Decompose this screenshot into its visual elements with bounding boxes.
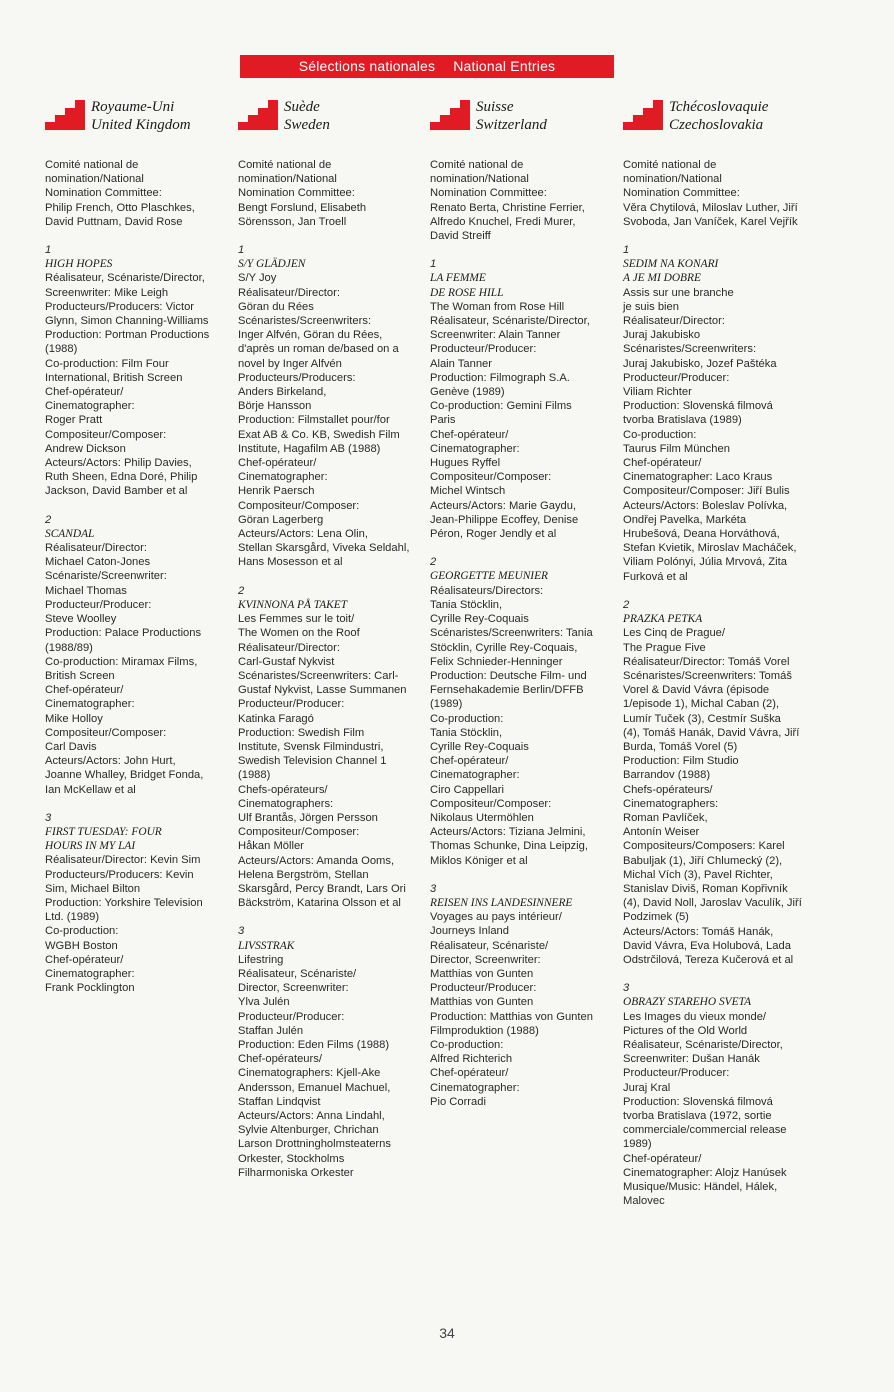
- country-name: [91, 98, 191, 134]
- film-credits: Réalisateur/Director: Kevin Sim Producteurs/Producers: Kevin Sim, Michael Bilton Production: Yorkshire Television Ltd. (1989) Co-production: WGBH Boston Chef-opérateur/ Cinematographer: Frank Pocklington: [45, 854, 203, 995]
- country-name-fr: Tchécoslovaquie: [669, 99, 769, 115]
- country-header: [238, 98, 428, 134]
- film-title: OBRAZY STAREHO SVETA: [623, 996, 752, 1009]
- film-title: PRAZKA PETKA: [623, 613, 703, 626]
- staircase-logo-icon: [430, 100, 470, 130]
- film-number: 3: [238, 925, 245, 938]
- staircase-logo-icon: [238, 100, 278, 130]
- country-header: [45, 98, 235, 134]
- film-title: REISEN INS LANDESINNERE: [430, 896, 573, 909]
- country-name: [284, 98, 330, 134]
- film-entry: [238, 584, 428, 911]
- film-number: 2: [238, 584, 245, 597]
- column-sweden: [238, 98, 428, 1180]
- film-title: LIVSSTRAK: [238, 939, 295, 952]
- film-credits: The Woman from Rose Hill Réalisateur, Scénariste/Director, Screenwriter: Alain Tanner Producteur/Producer: Alain Tanner Production: Filmograph S.A. Genève (1989) Co-production: Gemini Films Paris Chef-opérateur/ Cinematographer: Hugues Ryffel Compositeur/Composer: Michel Wintsch Acteurs/Actors: Marie Gaydu, Jean-Philippe Ecoffey, Denise Péron, Roger Jendly et al: [430, 300, 590, 541]
- film-credits: S/Y Joy Réalisateur/Director: Göran du Rées Scénaristes/Screenwriters: Inger Alfvén, Göran du Rées, d'après un roman de/based on a novel by Inger Alfvén Producteurs/Producers: Anders Birkeland, Börje Hansson Production: Filmstallet pour/for Exat AB & Co. KB, Swedish Film Institute, Hagafilm AB (1988) Chef-opérateur/ Cinematographer: Henrik Paersch Compositeur/Composer: Göran Lagerberg Acteurs/Actors: Lena Olin, Stellan Skarsgård, Viveka Seldahl, Hans Mosesson et al: [238, 272, 410, 569]
- film-title: GEORGETTE MEUNIER: [430, 570, 549, 583]
- film-entry: [430, 555, 620, 867]
- film-number: 1: [45, 244, 52, 257]
- film-title: FIRST TUESDAY: FOUR HOURS IN MY LAI: [45, 825, 162, 853]
- film-title: LA FEMME DE ROSE HILL: [430, 272, 504, 299]
- column-switzerland: [430, 98, 620, 1109]
- film-credits: Lifestring Réalisateur, Scénariste/ Director, Screenwriter: Ylva Julén Producteur/Producer: Staffan Julén Production: Eden Films (1988) Chef-opérateurs/ Cinematographers: Kjell-Ake Andersson, Emanuel Machuel, Staffan Lindqvist Acteurs/Actors: Anna Lindahl, Sylvie Altenburger, Chrichan Larson Drottningholmsteaterns Orkester, Stockholms Filharmoniska Orkester: [238, 953, 391, 1179]
- staircase-logo-icon: [623, 100, 663, 130]
- column-czechoslovakia: [623, 98, 823, 1208]
- film-number: 1: [430, 258, 437, 271]
- country-name-en: Sweden: [284, 117, 330, 133]
- page-number: 34: [439, 1325, 455, 1341]
- film-credits: Réalisateur/Director: Michael Caton-Jones Scénariste/Screenwriter: Michael Thomas Producteur/Producer: Steve Woolley Production: Palace Productions (1988/89) Co-production: Miramax Films, British Screen Chef-opérateur/ Cinematographer: Mike Holloy Compositeur/Composer: Carl Davis Acteurs/Actors: John Hurt, Joanne Whalley, Bridget Fonda, Ian McKellaw et al: [45, 542, 204, 796]
- film-entry: [45, 513, 235, 797]
- staircase-logo-icon: [45, 100, 85, 130]
- banner-title-fr: Sélections nationales: [298, 58, 436, 74]
- nomination-committee: Comité national de nomination/National Nomination Committee: Bengt Forslund, Elisabeth Sörensson, Jan Troell: [238, 159, 367, 228]
- banner-title-en: National Entries: [453, 58, 556, 74]
- country-name-fr: Suède: [284, 99, 320, 115]
- film-credits: Les Cinq de Prague/ The Prague Five Réalisateur/Director: Tomáš Vorel Scénaristes/Screenwriters: Tomáš Vorel & David Vávra (épisode 1/episode 1), Michal Caban (2), Lumír Tuček (3), Cestmír Suška (4), Tomáš Hanák, David Vávra, Jiří Burda, Tomáš Vorel (5) Production: Film Studio Barrandov (1988) Chefs-opérateurs/ Cinematographers: Roman Pavlíček, Antonín Weiser Compositeurs/Composers: Karel Babuljak (1), Jiří Chlumecký (2), Michal Vích (3), Pavel Richter, Stanislav Diviš, Roman Kopřivník (4), David Noll, Jaroslav Vaculík, Jiří Podzimek (5) Acteurs/Actors: Tomáš Hanák, David Vávra, Eva Holubová, Lada Odstrčilová, Tereza Kučerová et al: [623, 627, 802, 966]
- film-number: 3: [45, 811, 52, 824]
- film-entry: [623, 598, 823, 967]
- country-name-fr: Royaume-Uni: [91, 99, 175, 115]
- film-number: 2: [430, 556, 437, 569]
- film-entry: [430, 882, 620, 1109]
- country-header: [623, 98, 823, 134]
- nomination-committee: Comité national de nomination/National Nomination Committee: Věra Chytilová, Miloslav Luther, Jiří Svoboda, Jan Vaníček, Karel Vejřík: [623, 159, 798, 228]
- film-credits: Assis sur une branche je suis bien Réalisateur/Director: Juraj Jakubisko Scénaristes/Screenwriters: Juraj Jakubisko, Jozef Paštéka Producteur/Producer: Viliam Richter Production: Slovenská filmová tvorba Bratislava (1989) Co-production: Taurus Film München Chef-opérateur/ Cinematographer: Laco Kraus Compositeur/Composer: Jiří Bulis Acteurs/Actors: Boleslav Polívka, Ondřej Pavelka, Markéta Hrubešová, Deana Horváthová, Stefan Kvietik, Miroslav Macháček, Viliam Polónyi, Júlia Mrvová, Zita Furková et al: [623, 286, 797, 583]
- film-number: 1: [623, 244, 630, 257]
- nomination-committee: Comité national de nomination/National Nomination Committee: Philip French, Otto Plaschkes, David Puttnam, David Rose: [45, 159, 195, 228]
- country-name-fr: Suisse: [476, 99, 514, 115]
- film-title: KVINNONA PÅ TAKET: [238, 598, 348, 611]
- country-name-en: Switzerland: [476, 117, 547, 133]
- film-entry: [430, 257, 620, 541]
- country-name-en: Czechoslovakia: [669, 117, 764, 133]
- film-entry: [623, 981, 823, 1208]
- film-entry: [45, 243, 235, 499]
- nomination-committee: Comité national de nomination/National Nomination Committee: Renato Berta, Christine Ferrier, Alfredo Knuchel, Fredi Murer, David Streiff: [430, 159, 585, 243]
- country-header: [430, 98, 620, 134]
- column-united-kingdom: [45, 98, 235, 995]
- film-title: SCANDAL: [45, 527, 95, 540]
- section-banner: [240, 55, 614, 78]
- film-entry: [238, 924, 428, 1180]
- film-entry: [623, 243, 823, 584]
- film-credits: Les Images du vieux monde/ Pictures of the Old World Réalisateur, Scénariste/Director, Screenwriter: Dušan Hanák Producteur/Producer: Juraj Kral Production: Slovenská filmová tvorba Bratislava (1972, sortie commerciale/commercial release 1989) Chef-opérateur/ Cinematographer: Alojz Hanúsek Musique/Music: Händel, Hálek, Malovec: [623, 1010, 787, 1208]
- country-name: [476, 98, 547, 134]
- film-number: 3: [623, 982, 630, 995]
- country-name: [669, 98, 768, 134]
- country-name-en: United Kingdom: [91, 117, 191, 133]
- film-title: HIGH HOPES: [45, 258, 113, 271]
- film-credits: Réalisateurs/Directors: Tania Stöcklin, Cyrille Rey-Coquais Scénaristes/Screenwriters: Tania Stöcklin, Cyrille Rey-Coquais, Felix Schnieder-Henninger Production: Deutsche Film- und Fernsehakademie Berlin/DFFB (1989) Co-production: Tania Stöcklin, Cyrille Rey-Coquais Chef-opérateur/ Cinematographer: Ciro Cappellari Compositeur/Composer: Nikolaus Utermöhlen Acteurs/Actors: Tiziana Jelmini, Thomas Schunke, Dina Leipzig, Miklos Königer et al: [430, 584, 593, 867]
- film-number: 3: [430, 882, 437, 895]
- film-number: 2: [45, 513, 52, 526]
- film-credits: Voyages au pays intérieur/ Journeys Inland Réalisateur, Scénariste/ Director, Screenwriter: Matthias von Gunten Producteur/Producer: Matthias von Gunten Production: Matthias von Gunten Filmproduktion (1988) Co-production: Alfred Richterich Chef-opérateur/ Cinematographer: Pio Corradi: [430, 911, 593, 1108]
- film-title: S/Y GLÄDJEN: [238, 258, 306, 271]
- film-entry: [238, 243, 428, 570]
- film-number: 1: [238, 244, 245, 257]
- film-credits: Les Femmes sur le toit/ The Women on the Roof Réalisateur/Director: Carl-Gustaf Nykvist Scénaristes/Screenwriters: Carl- Gustaf Nykvist, Lasse Summanen Producteur/Producer: Katinka Faragó Production: Swedish Film Institute, Svensk Filmindustri, Swedish Television Channel 1 (1988) Chefs-opérateurs/ Cinematographers: Ulf Brantås, Jörgen Persson Compositeur/Composer: Håkan Möller Acteurs/Actors: Amanda Ooms, Helena Bergström, Stellan Skarsgård, Percy Brandt, Lars Ori Bäckström, Katarina Olsson et al: [238, 613, 407, 910]
- film-entry: [45, 811, 235, 996]
- film-number: 2: [623, 598, 630, 611]
- film-title: SEDIM NA KONARI A JE MI DOBRE: [623, 258, 719, 285]
- film-credits: Réalisateur, Scénariste/Director, Screenwriter: Mike Leigh Producteurs/Producers: Victor Glynn, Simon Channing-Williams Production: Portman Productions (1988) Co-production: Film Four International, British Screen Chef-opérateur/ Cinematographer: Roger Pratt Compositeur/Composer: Andrew Dickson Acteurs/Actors: Philip Davies, Ruth Sheen, Edna Doré, Philip Jackson, David Bamber et al: [45, 272, 210, 498]
